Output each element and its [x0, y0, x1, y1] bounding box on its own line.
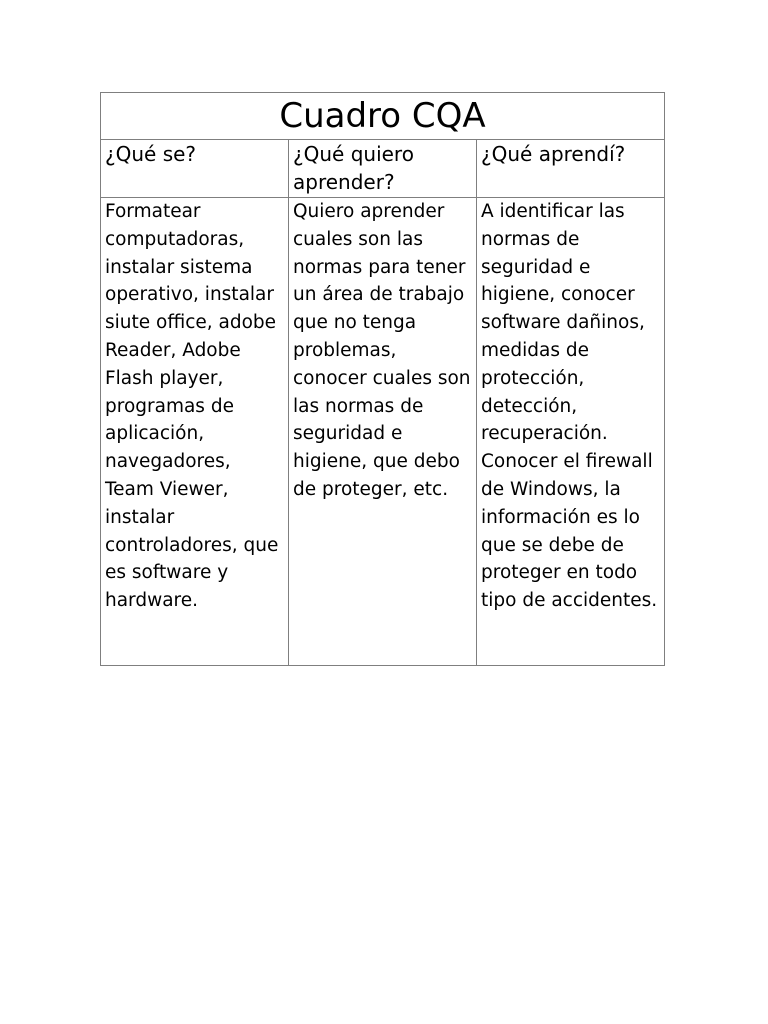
header-que-quiero-aprender-text: ¿Qué quiero aprender?: [293, 142, 414, 194]
table-title: [101, 93, 665, 140]
header-que-se: [101, 140, 289, 198]
cell-que-se-text: Formatear computadoras, instalar sistema operativo, instalar siute office, adobe Reader, Adobe Flash player, programas de aplicación, navegadores, Team Viewer, instalar controladores, que es software y hardware.: [105, 201, 279, 612]
header-que-aprendi-text: ¿Qué aprendí?: [481, 142, 626, 166]
cell-que-aprendi: [477, 198, 665, 666]
title-row: [101, 93, 665, 140]
header-row: [101, 140, 665, 198]
header-que-quiero-aprender: [289, 140, 477, 198]
header-que-se-text: ¿Qué se?: [105, 142, 197, 166]
cell-que-aprendi-text: A identificar las normas de seguridad e higiene, conocer software dañinos, medidas de protección, detección, recuperación. Conocer el firewall de Windows, la información es lo que se debe de proteger en todo tipo de accidentes.: [481, 201, 658, 612]
header-que-aprendi: [477, 140, 665, 198]
table-title-text: Cuadro CQA: [279, 96, 486, 136]
cell-que-quiero-aprender-text: Quiero aprender cuales son las normas para tener un área de trabajo que no tenga problemas, conocer cuales son las normas de seguridad e higiene, que debo de proteger, etc.: [293, 201, 471, 500]
cell-que-se: [101, 198, 289, 666]
cqa-table: [100, 92, 665, 666]
cell-que-quiero-aprender: [289, 198, 477, 666]
body-row: [101, 198, 665, 666]
